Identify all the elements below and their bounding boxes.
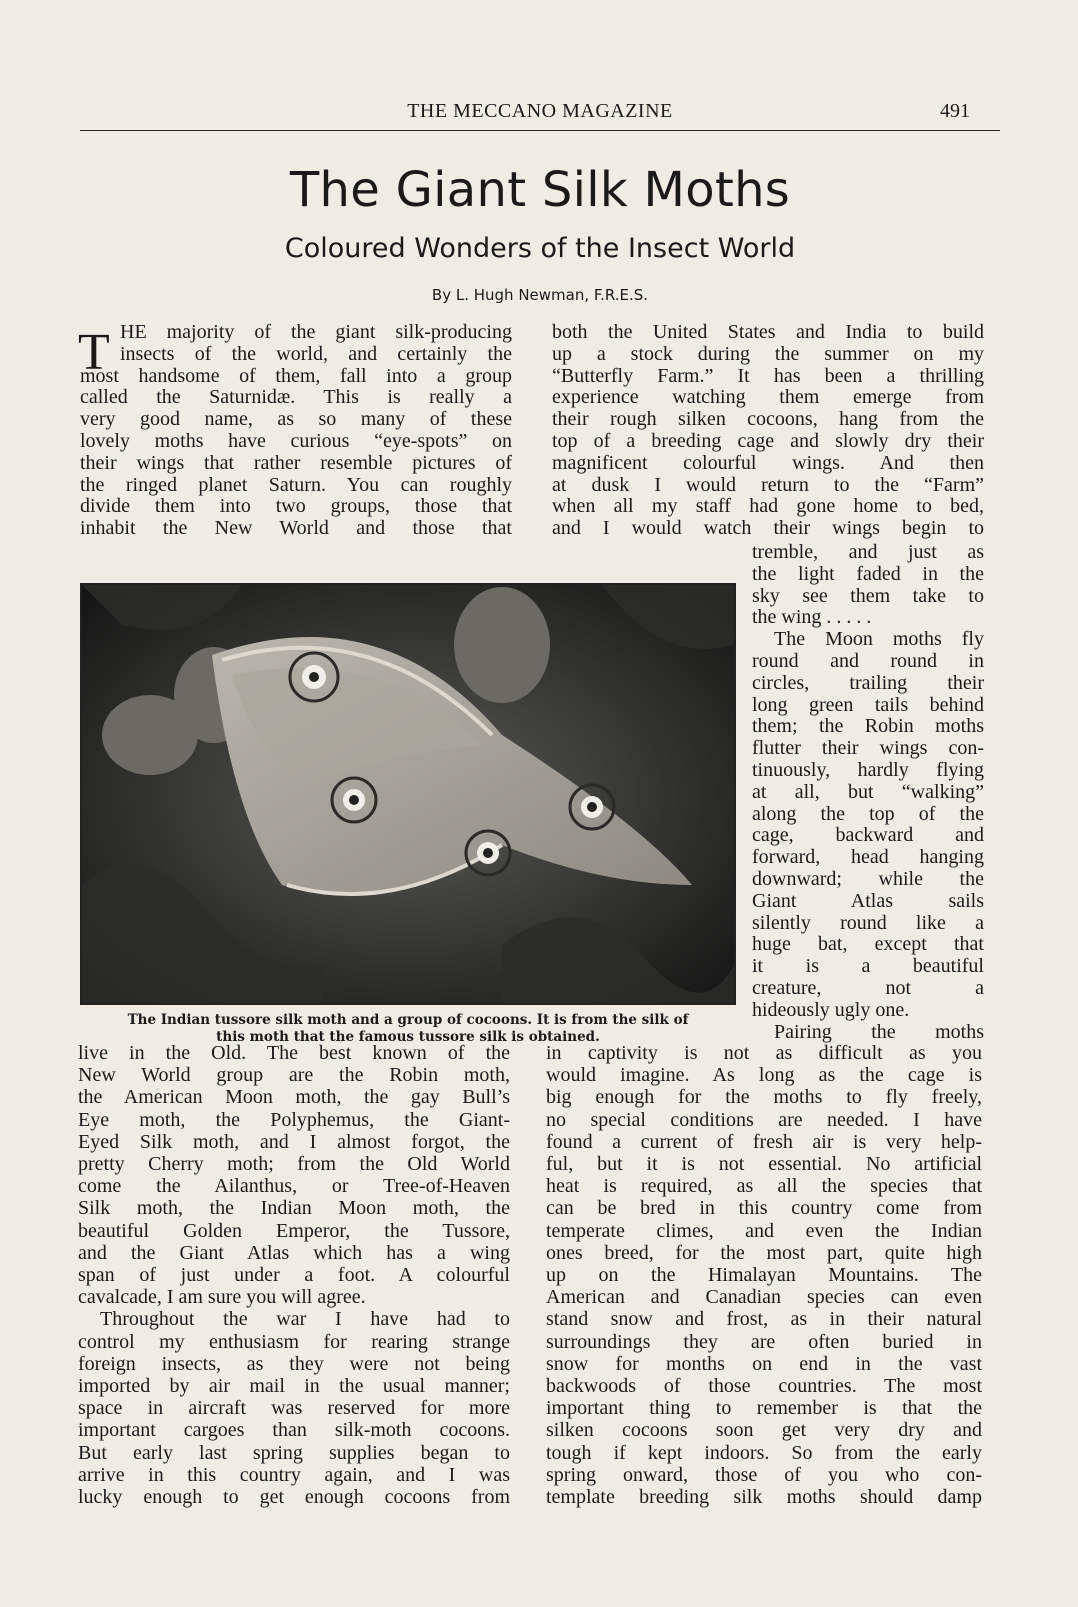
text-line: hideously ugly one. <box>752 998 910 1021</box>
text-line: their rough silken cocoons, hang from the <box>552 408 984 431</box>
text-line: inhabit the New World and those that <box>80 517 512 540</box>
text-line: no special conditions are needed. I have <box>546 1108 982 1131</box>
text-line: and the Giant Atlas which has a wing <box>78 1241 510 1264</box>
text-line: foreign insects, as they were not being <box>78 1352 510 1375</box>
article-subtitle: Coloured Wonders of the Insect World <box>284 233 796 264</box>
text-line: Eyed Silk moth, and I almost forgot, the <box>78 1130 510 1153</box>
running-header <box>80 98 1000 131</box>
text-line: found a current of fresh air is very help- <box>546 1130 982 1153</box>
text-line: temperate climes, and even the Indian <box>546 1219 982 1242</box>
text-line: top of a breeding cage and slowly dry their <box>552 430 984 452</box>
text-line: their wings that rather resemble pictures of <box>80 451 512 474</box>
text-line: tinuously, hardly flying <box>752 759 984 781</box>
text-line: in captivity is not as difficult as you <box>546 1042 982 1064</box>
text-line: insects of the world, and certainly the <box>120 342 512 365</box>
text-line: the ringed planet Saturn. You can roughly <box>80 473 512 496</box>
text-line: “Butterfly Farm.” It has been a thrilling <box>552 364 984 387</box>
page-number: 491 <box>940 100 970 122</box>
text-line: tremble, and just as <box>752 541 984 563</box>
text-line: ones breed, for the most part, quite high <box>546 1241 982 1264</box>
text-line: control my enthusiasm for rearing strange <box>78 1330 510 1353</box>
text-line: silently round like a <box>752 911 984 934</box>
moth-photograph <box>80 583 736 1005</box>
text-line: The Moon moths fly <box>774 628 984 651</box>
text-line: and I would watch their wings begin to <box>552 517 984 540</box>
text-line: important thing to remember is that the <box>546 1397 982 1420</box>
text-line: come the Ailanthus, or Tree-of-Heaven <box>78 1175 510 1198</box>
text-line: Giant Atlas sails <box>752 889 984 912</box>
text-line: forward, head hanging <box>752 846 984 869</box>
text-line: the light faded in the <box>752 562 984 585</box>
text-line: the American Moon moth, the gay Bull’s <box>78 1086 510 1109</box>
text-line: Pairing the moths <box>774 1020 984 1043</box>
text-line: stand snow and frost, as in their natural <box>546 1308 982 1331</box>
text-line: sky see them take to <box>752 584 984 607</box>
text-line: big enough for the moths to fly freely, <box>546 1086 982 1109</box>
text-line: spring onward, those of you who con- <box>546 1463 982 1486</box>
text-line: pretty Cherry moth; from the Old World <box>78 1153 510 1175</box>
text-line: very good name, as so many of these <box>80 408 512 431</box>
text-line: template breeding silk moths should damp <box>546 1486 982 1508</box>
text-line: silken cocoons soon get very dry and <box>546 1419 982 1442</box>
text-line: up a stock during the summer on my <box>552 342 984 365</box>
magazine-title: THE MECCANO MAGAZINE <box>407 100 673 122</box>
text-line: Silk moth, the Indian Moon moth, the <box>78 1197 510 1220</box>
text-line: long green tails behind <box>752 693 984 716</box>
text-line: snow for months on end in the vast <box>546 1352 982 1375</box>
text-line: circles, trailing their <box>752 671 984 694</box>
text-line: along the top of the <box>752 802 984 825</box>
text-line: them; the Robin moths <box>752 715 984 738</box>
text-line: span of just under a foot. A colourful <box>78 1264 510 1286</box>
text-line: magnificent colourful wings. And then <box>552 451 984 474</box>
text-line: New World group are the Robin moth, <box>78 1064 510 1087</box>
text-line: divide them into two groups, those that <box>80 495 512 518</box>
text-line: called the Saturnidæ. This is really a <box>80 386 512 409</box>
text-line: at all, but “walking” <box>752 780 984 803</box>
text-line: important cargoes than silk-moth cocoons. <box>78 1419 510 1442</box>
text-line: lucky enough to get enough cocoons from <box>78 1486 510 1508</box>
text-line: live in the Old. The best known of the <box>78 1042 510 1064</box>
text-line: beautiful Golden Emperor, the Tussore, <box>78 1219 510 1242</box>
text-line: space in aircraft was reserved for more <box>78 1397 510 1420</box>
text-line: up on the Himalayan Mountains. The <box>546 1264 982 1286</box>
text-line: experience watching them emerge from <box>552 386 984 409</box>
text-line: cavalcade, I am sure you will agree. <box>78 1286 366 1309</box>
article-title: The Giant Silk Moths <box>289 162 791 218</box>
text-line: tough if kept indoors. So from the early <box>546 1441 982 1464</box>
text-line: Eye moth, the Polyphemus, the Giant- <box>78 1108 510 1131</box>
text-line: creature, not a <box>752 977 984 999</box>
text-line: cage, backward and <box>752 824 984 847</box>
text-line: lovely moths have curious “eye-spots” on <box>80 430 512 452</box>
text-line: flutter their wings con- <box>752 737 984 760</box>
article-byline: By L. Hugh Newman, F.R.E.S. <box>431 286 649 304</box>
text-line: downward; while the <box>752 868 984 890</box>
caption-line: this moth that the famous tussore silk is obtained. <box>216 1029 600 1045</box>
drop-cap: T <box>78 324 110 381</box>
text-line: it is a beautiful <box>752 955 984 978</box>
text-line: would imagine. As long as the cage is <box>546 1064 982 1087</box>
text-line: can be bred in this country come from <box>546 1197 982 1220</box>
text-line: the wing . . . . . <box>752 606 872 629</box>
text-line: Throughout the war I have had to <box>100 1308 510 1331</box>
tussore-moth-image <box>82 585 734 1003</box>
text-line: arrive in this country again, and I was <box>78 1463 510 1486</box>
caption-line: The Indian tussore silk moth and a group of cocoons. It is from the silk of <box>127 1012 689 1028</box>
text-line: at dusk I would return to the “Farm” <box>552 473 984 496</box>
text-line: surroundings they are often buried in <box>546 1330 982 1353</box>
text-line: both the United States and India to build <box>552 321 984 343</box>
text-line: round and round in <box>752 650 984 672</box>
text-line: backwoods of those countries. The most <box>546 1375 982 1397</box>
text-line: most handsome of them, fall into a group <box>80 364 512 387</box>
text-line: But early last spring supplies began to <box>78 1441 510 1464</box>
text-line: HE majority of the giant silk-producing <box>120 321 512 343</box>
text-line: American and Canadian species can even <box>546 1286 982 1309</box>
text-line: ful, but it is not essential. No artificial <box>546 1153 982 1175</box>
text-line: imported by air mail in the usual manner; <box>78 1375 510 1397</box>
text-line: heat is required, as all the species that <box>546 1175 982 1198</box>
text-line: when all my staff had gone home to bed, <box>552 495 984 518</box>
text-line: huge bat, except that <box>752 933 984 956</box>
